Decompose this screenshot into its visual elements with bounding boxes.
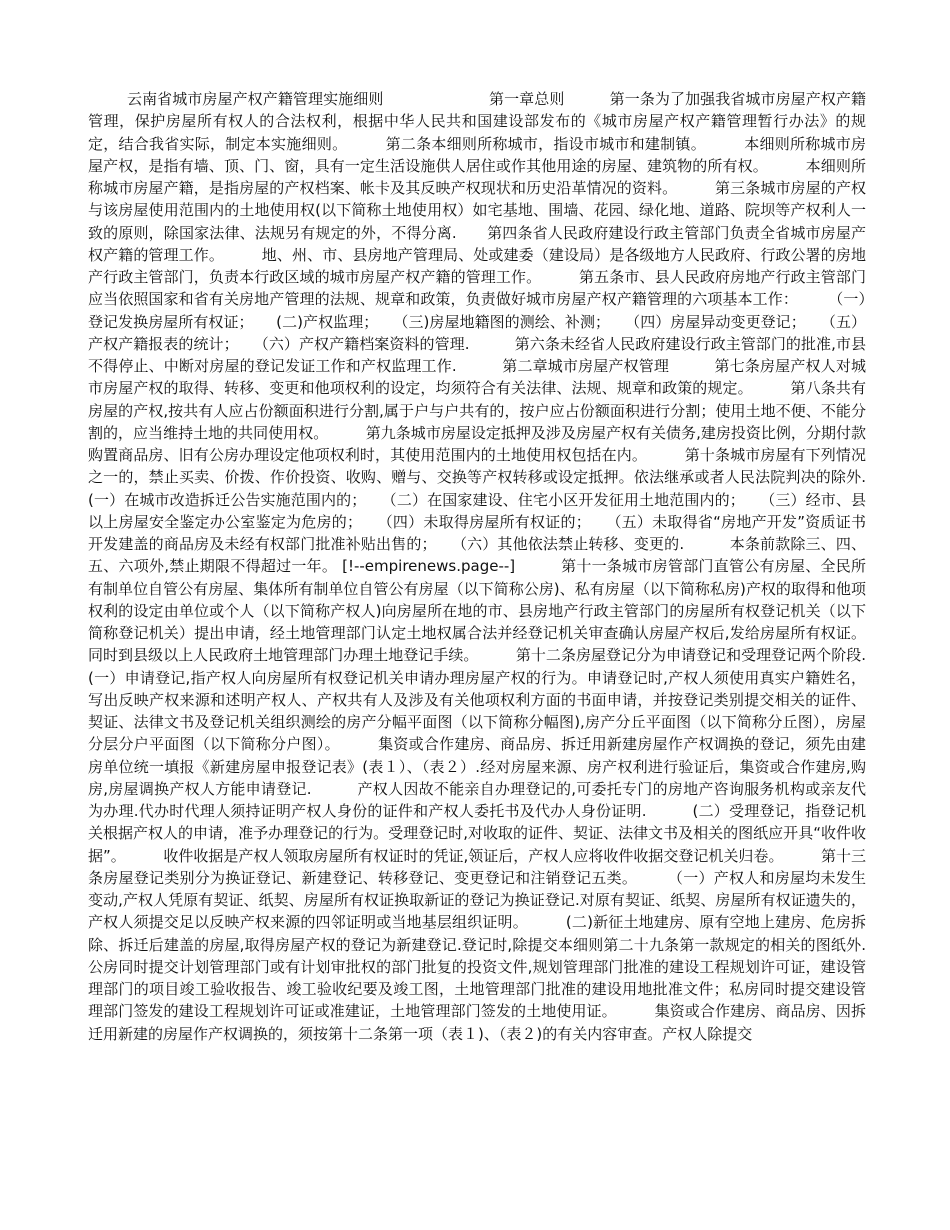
document-body-text: 云南省城市房屋产权产籍管理实施细则 第一章总则 第一条为了加强我省城市房屋产权产籍管理，保护房屋所有权人的合法权利，根据中华人民共和国建设部发布的《城市房屋产权产籍管理暂行办法》的规定，结合我省实际，制定本实施细则。 第二条本细则所称城市，指设市城市和建制镇。 本细则所称城市房屋产权，是指有墙、顶、门、窗，具有一定生活设施供人居住或作其他用途的房屋、建筑物的所有权。 本细则所称城市房屋产籍，是指房屋的产权档案、帐卡及其反映产权现状和历史沿革情况的资料。 第三条城市房屋的产权与该房屋使用范围内的土地使用权(以下简称土地使用权）如宅基地、围墙、花园、绿化地、道路、院坝等产权利人一致的原则，除国家法律、法规另有规定的外，不得分离. 第四条省人民政府建设行政主管部门负责全省城市房屋产权产籍的管理工作。 地、州、市、县房地产管理局、处或建委（建设局）是各级地方人民政府、行政公署的房地产行政主管部门，负责本行政区域的城市房屋产权产籍的管理工作。 第五条市、县人民政府房地产行政主管部门应当依照国家和省有关房地产管理的法规、规章和政策，负责做好城市房屋产权产籍管理的六项基本工作： （一）登记发换房屋所有权证； (二)产权监理； （三)房屋地籍图的测绘、补测； （四）房屋异动变更登记； （五）产权产籍报表的统计； （六）产权产籍档案资料的管理. 第六条未经省人民政府建设行政主管部门的批准,市县不得停止、中断对房屋的登记发证工作和产权监理工作. 第二章城市房屋产权管理 第七条房屋产权人对城市房屋产权的取得、转移、变更和他项权利的设定，均须符合有关法律、法规、规章和政策的规定。 第八条共有房屋的产权,按共有人应占份额面积进行分割,属于户与户共有的，按户应占份额面积进行分割；使用土地不便、不能分割的，应当维持土地的共同使用权。 第九条城市房屋设定抵押及涉及房屋产权有关债务,建房投资比例，分期付款购置商品房、旧有公房办理设定他项权利时，其使用范围内的土地使用权包括在内。 第十条城市房屋有下列情况之一的，禁止买卖、价拨、作价投资、收购、赠与、交换等产权转移或设定抵押。依法继承或者人民法院判决的除外. (一）在城市改造拆迁公告实施范围内的； （二）在国家建设、住宅小区开发征用土地范围内的； （三）经市、县以上房屋安全鉴定办公室鉴定为危房的； （四）未取得房屋所有权证的； （五）未取得省“房地产开发”资质证书开发建盖的商品房及未经有权部门批准补贴出售的； （六）其他依法禁止转移、变更的. 本条前款除三、四、五、六项外,禁止期限不得超过一年。 [!--empirenews.page--] 第十一条城市房管部门直管公有房屋、全民所有制单位自管公有房屋、集体所有制单位自管公有房屋（以下简称公房)、私有房屋（以下简称私房)产权的取得和他项权利的设定由单位或个人（以下简称产权人)向房屋所在地的市、县房地产行政主管部门的房屋所有权登记机关（以下简称登记机关）提出申请，经土地管理部门认定土地权属合法并经登记机关审查确认房屋产权后,发给房屋所有权证。同时到县级以上人民政府土地管理部门办理土地登记手续。 第十二条房屋登记分为申请登记和受理登记两个阶段. (一）申请登记,指产权人向房屋所有权登记机关申请办理房屋产权的行为。申请登记时,产权人须使用真实户籍姓名，写出反映产权来源和述明产权人、产权共有人及涉及有关他项权利方面的书面申请，并按登记类别提交相关的证件、契证、法律文书及登记机关组织测绘的房产分幅平面图（以下简称分幅图),房产分丘平面图（以下简称分丘图），房屋分层分户平面图（以下简称分户图）。 集资或合作建房、商品房、拆迁用新建房屋作产权调换的登记，须先由建房单位统一填报《新建房屋申报登记表》(表１）、（表２）.经对房屋来源、房产权利进行验证后，集资或合作建房,购房,房屋调换产权人方能申请登记. 产权人因故不能亲自办理登记的,可委托专门的房地产咨询服务机构或亲友代为办理.代办时代理人须持证明产权人身份的证件和产权人委托书及代办人身份证明. (二）受理登记，指登记机关根据产权人的申请，准予办理登记的行为。受理登记时,对收取的证件、契证、法律文书及相关的图纸应开具“收件收据”。 收件收据是产权人领取房屋所有权证时的凭证,领证后，产权人应将收件收据交登记机关归卷。 第十三条房屋登记类别分为换证登记、新建登记、转移登记、变更登记和注销登记五类。 （一）产权人和房屋均未发生变动,产权人凭原有契证、纸契、房屋所有权证换取新证的登记为换证登记.对原有契证、纸契、房屋所有权证遗失的，产权人须提交足以反映产权来源的四邻证明或当地基层组织证明。 (二)新征土地建房、原有空地上建房、危房拆除、拆迁后建盖的房屋,取得房屋产权的登记为新建登记.登记时,除提交本细则第二十九条第一款规定的相关的图纸外.公房同时提交计划管理部门或有计划审批权的部门批复的投资文件,规划管理部门批准的建设工程规划许可证，建设管理部门的项目竣工验收报告、竣工验收纪要及竣工图，土地管理部门批准的建设用地批准文件；私房同时提交建设管理部门签发的建设工程规划许可证或准建证，土地管理部门签发的土地使用证。 集资或合作建房、商品房、因拆迁用新建的房屋作产权调换的，须按第十二条第一项（表１)、（表２)的有关内容审查。产权人除提交: [88, 90, 912, 1043]
